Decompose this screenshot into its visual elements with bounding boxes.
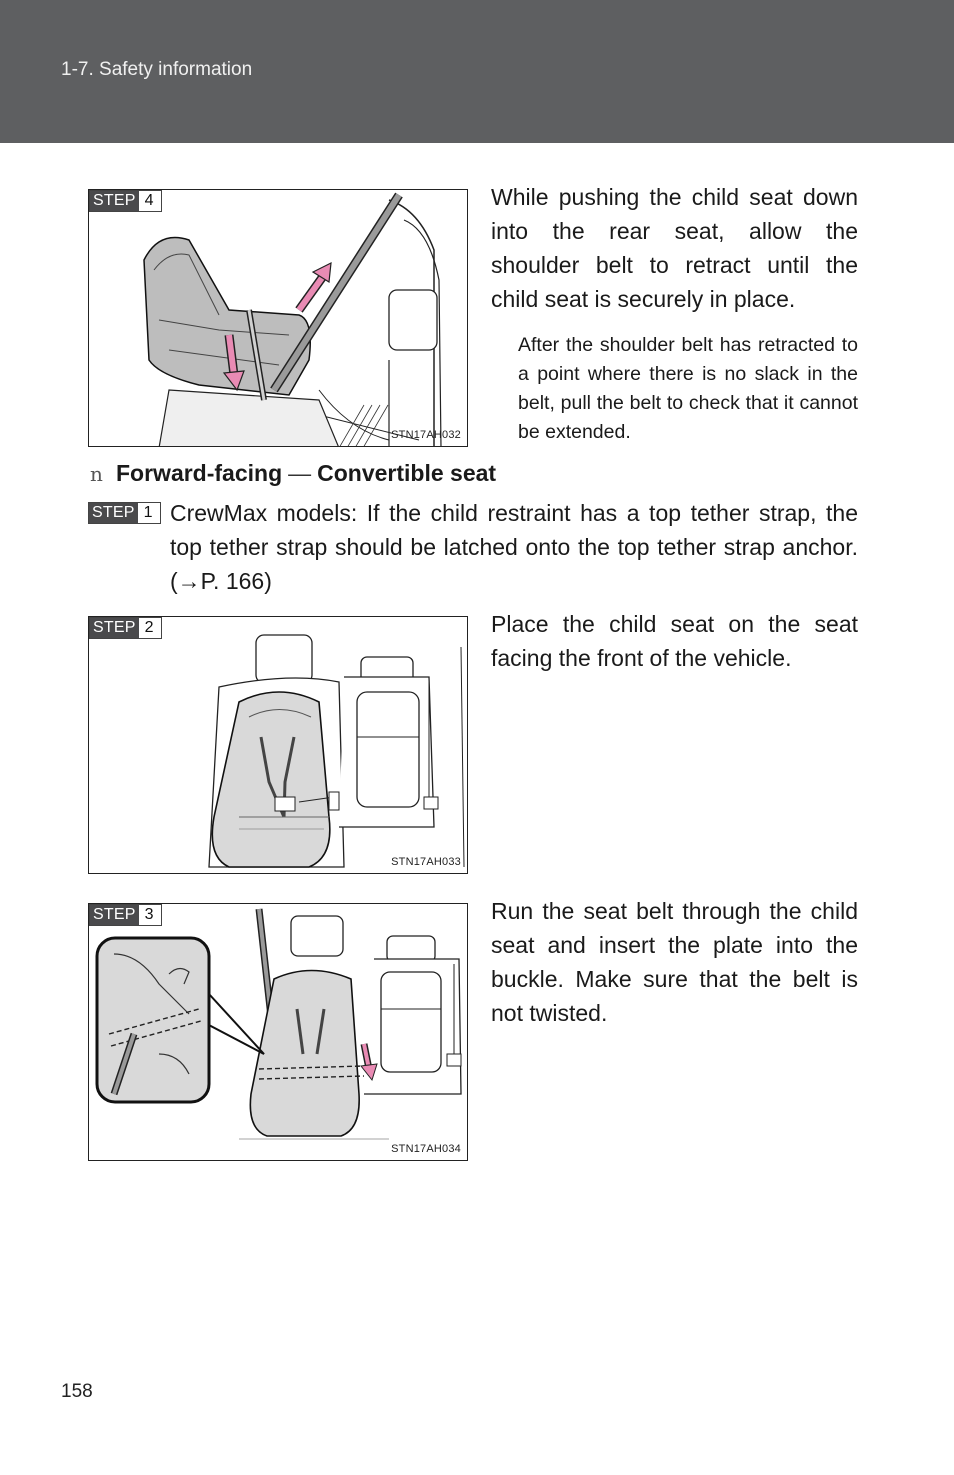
step-number: 4 <box>139 191 161 211</box>
step-2-text: Place the child seat on the seat facing the front of the vehicle. <box>491 611 858 671</box>
step-number: 2 <box>139 618 161 638</box>
step-1-text: CrewMax models: If the child restraint has a top tether strap, the top tether strap should be latched onto the top tether strap anchor. (→P. 166) <box>170 500 858 594</box>
section-title: 1-7. Safety information <box>61 59 253 80</box>
page-header <box>0 0 954 143</box>
heading-dash: — <box>288 460 312 486</box>
step-label: STEP <box>90 191 139 211</box>
bullet-icon: n <box>90 462 103 486</box>
section-heading <box>90 460 496 487</box>
step-4-text: While pushing the child seat down into the rear seat, allow the shoulder belt to retract until the child seat is securely in place. <box>491 184 858 312</box>
heading-part-2: Convertible seat <box>317 460 497 486</box>
step-4-note: After the shoulder belt has retracted to a point where there is no slack in the belt, pull the belt to check that it cannot be extended. <box>518 334 858 443</box>
figure-code: STN17AH033 <box>391 856 461 868</box>
step-number: 1 <box>138 503 160 523</box>
infant-seat-illustration <box>89 190 468 447</box>
heading-part-1: Forward-facing <box>116 460 283 486</box>
convertible-seat-illustration <box>89 617 468 874</box>
step-badge <box>88 502 161 524</box>
step-label: STEP <box>89 503 138 523</box>
step-label: STEP <box>90 905 139 925</box>
seat-belt-routing-illustration <box>89 904 468 1161</box>
figure-code: STN17AH034 <box>391 1143 461 1155</box>
step-number: 3 <box>139 905 161 925</box>
figure-step-3 <box>88 903 468 1161</box>
step-label: STEP <box>90 618 139 638</box>
step-3-text: Run the seat belt through the child seat and insert the plate into the buckle. Make sure that the belt is not twisted. <box>491 898 858 1026</box>
step-badge <box>89 617 162 639</box>
page-number: 158 <box>61 1381 93 1402</box>
figure-step-2 <box>88 616 468 874</box>
figure-step-4 <box>88 189 468 447</box>
step-badge <box>89 904 162 926</box>
step-badge <box>89 190 162 212</box>
figure-code: STN17AH032 <box>391 429 461 441</box>
